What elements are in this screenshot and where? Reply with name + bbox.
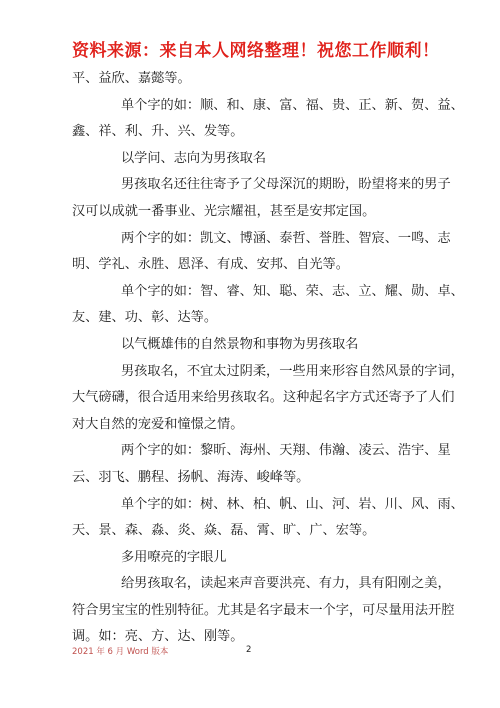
paragraph-line: 平、益欣、嘉懿等。: [72, 71, 191, 86]
paragraph-line: 单个字的如：智、睿、知、聪、荣、志、立、耀、勋、卓、: [121, 283, 464, 299]
paragraph-line: 男孩取名，不宜太过阴柔，一些用来形容自然风景的字词，: [121, 363, 464, 379]
paragraph-line: 汉可以成就一番事业、光宗耀祖，甚至是安邦定国。: [72, 203, 376, 219]
paragraph-line: 天、景、森、淼、炎、焱、磊、霄、旷、广、宏等。: [72, 523, 376, 539]
paragraph-line: 明、学礼、永胜、恩泽、有成、安邦、自光等。: [72, 257, 349, 273]
paragraph-line: 男孩取名还往往寄予了父母深沉的期盼，盼望将来的男子: [121, 177, 451, 193]
section-heading: 以气概雄伟的自然景物和事物为男孩取名: [121, 336, 359, 352]
page-number: 2: [246, 645, 252, 655]
source-banner: 资料来源：来自本人网络整理！祝您工作顺利！: [72, 41, 440, 61]
paragraph-line: 两个字的如：凯文、博涵、泰哲、誉胜、智宸、一鸣、志: [121, 230, 451, 246]
paragraph-line: 单个字的如：树、林、柏、帆、山、河、岩、川、风、雨、: [121, 496, 464, 512]
paragraph-line: 云、羽飞、鹏程、扬帆、海涛、峻峰等。: [72, 469, 310, 485]
paragraph-line: 大气磅礴，很合适用来给男孩取名。这种起名字方式还寄予了人们: [72, 390, 455, 406]
paragraph-line: 单个字的如：顺、和、康、富、福、贵、正、新、贺、益、: [121, 97, 464, 113]
footer-date-version: 2021 年 6 月 Word 版本: [72, 647, 169, 657]
paragraph-line: 调。如：亮、方、达、刚等。: [72, 629, 244, 645]
section-heading: 多用嘹亮的字眼儿: [121, 549, 227, 565]
paragraph-line: 鑫、祥、利、升、兴、发等。: [72, 124, 244, 140]
paragraph-line: 两个字的如：黎昕、海州、天翔、伟瀚、凌云、浩宇、星: [121, 443, 451, 459]
document-body: [72, 66, 464, 651]
section-heading: 以学问、志向为男孩取名: [121, 150, 267, 166]
paragraph-line: 给男孩取名，读起来声音要洪亮、有力，具有阳刚之美，: [121, 576, 451, 592]
paragraph-line: 符合男宝宝的性别特征。尤其是名字最末一个字，可尽量用法开腔: [72, 602, 455, 618]
paragraph-line: 对大自然的宠爱和憧憬之情。: [72, 416, 244, 432]
paragraph-line: 友、建、功、彰、达等。: [72, 310, 218, 326]
